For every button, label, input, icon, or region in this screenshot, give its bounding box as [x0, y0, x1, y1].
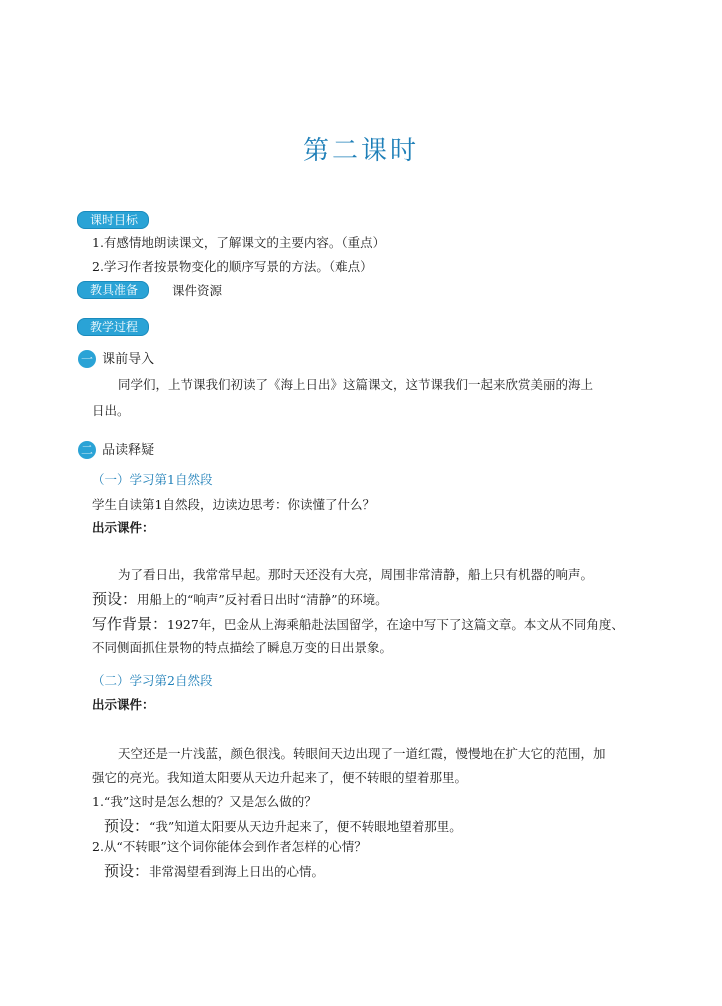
section-title: 课前导入	[102, 352, 155, 367]
prep-tag: 教具准备	[77, 281, 149, 299]
quote-text: 强它的亮光。我知道太阳要从天边升起来了，便不转眼的望着那里。	[92, 770, 468, 785]
show-slide-label: 出示课件：	[92, 697, 155, 712]
paragraph-line: 同学们，上节课我们初读了《海上日出》这篇课文，这节课我们一起来欣赏美丽的海上	[118, 377, 594, 392]
objective-item: 1.有感情地朗读课文，了解课文的主要内容。（重点）	[92, 235, 386, 250]
objective-item: 2.学习作者按景物变化的顺序写景的方法。（难点）	[92, 259, 373, 274]
paragraph-line: 日出。	[92, 403, 130, 418]
background-label: 写作背景：	[92, 615, 168, 633]
quote-text: 为了看日出，我常常早起。那时天还没有大亮，周围非常清静，船上只有机器的响声。	[118, 567, 594, 582]
page-title: 第二课时	[302, 136, 419, 166]
answer-row	[104, 815, 462, 836]
subsection-heading: （一）学习第1自然段	[92, 472, 213, 487]
section-title: 品读释疑	[102, 443, 155, 458]
background-text: 不同侧面抓住景物的特点描绘了瞬息万变的日出景象。	[92, 640, 393, 655]
section-number-badge: 一	[78, 350, 96, 368]
subsection-heading: （二）学习第2自然段	[92, 673, 213, 688]
objectives-tag: 课时目标	[77, 211, 149, 229]
answer-text: 非常渴望看到海上日出的心情。	[149, 864, 325, 879]
background-text: 1927年，巴金从上海乘船赴法国留学，在途中写下了这篇文章。本文从不同角度、	[167, 617, 624, 632]
preset-row	[92, 588, 388, 609]
section-number-badge: 二	[78, 441, 96, 459]
background-row	[92, 613, 624, 634]
section-1-header	[78, 348, 154, 368]
process-tag: 教学过程	[77, 318, 149, 336]
question-text: 2.从“不转眼”这个词你能体会到作者怎样的心情？	[92, 839, 367, 854]
section-2-header	[78, 439, 154, 459]
answer-text: “我”知道太阳要从天边升起来了，便不转眼地望着那里。	[149, 819, 462, 834]
preset-label: 预设：	[104, 862, 150, 880]
preset-label: 预设：	[92, 590, 138, 608]
question-text: 1.“我”这时是怎么想的？又是怎么做的？	[92, 794, 317, 809]
prep-text: 课件资源	[172, 283, 223, 298]
preset-text: 用船上的“响声”反衬看日出时“清静”的环境。	[137, 592, 388, 607]
show-slide-label: 出示课件：	[92, 520, 155, 535]
quote-text: 天空还是一片浅蓝，颜色很浅。转眼间天边出现了一道红霞，慢慢地在扩大它的范围，加	[118, 746, 606, 761]
answer-row	[104, 860, 324, 881]
preset-label: 预设：	[104, 817, 150, 835]
instruction-text: 学生自读第1自然段，边读边思考：你读懂了什么？	[92, 497, 375, 512]
